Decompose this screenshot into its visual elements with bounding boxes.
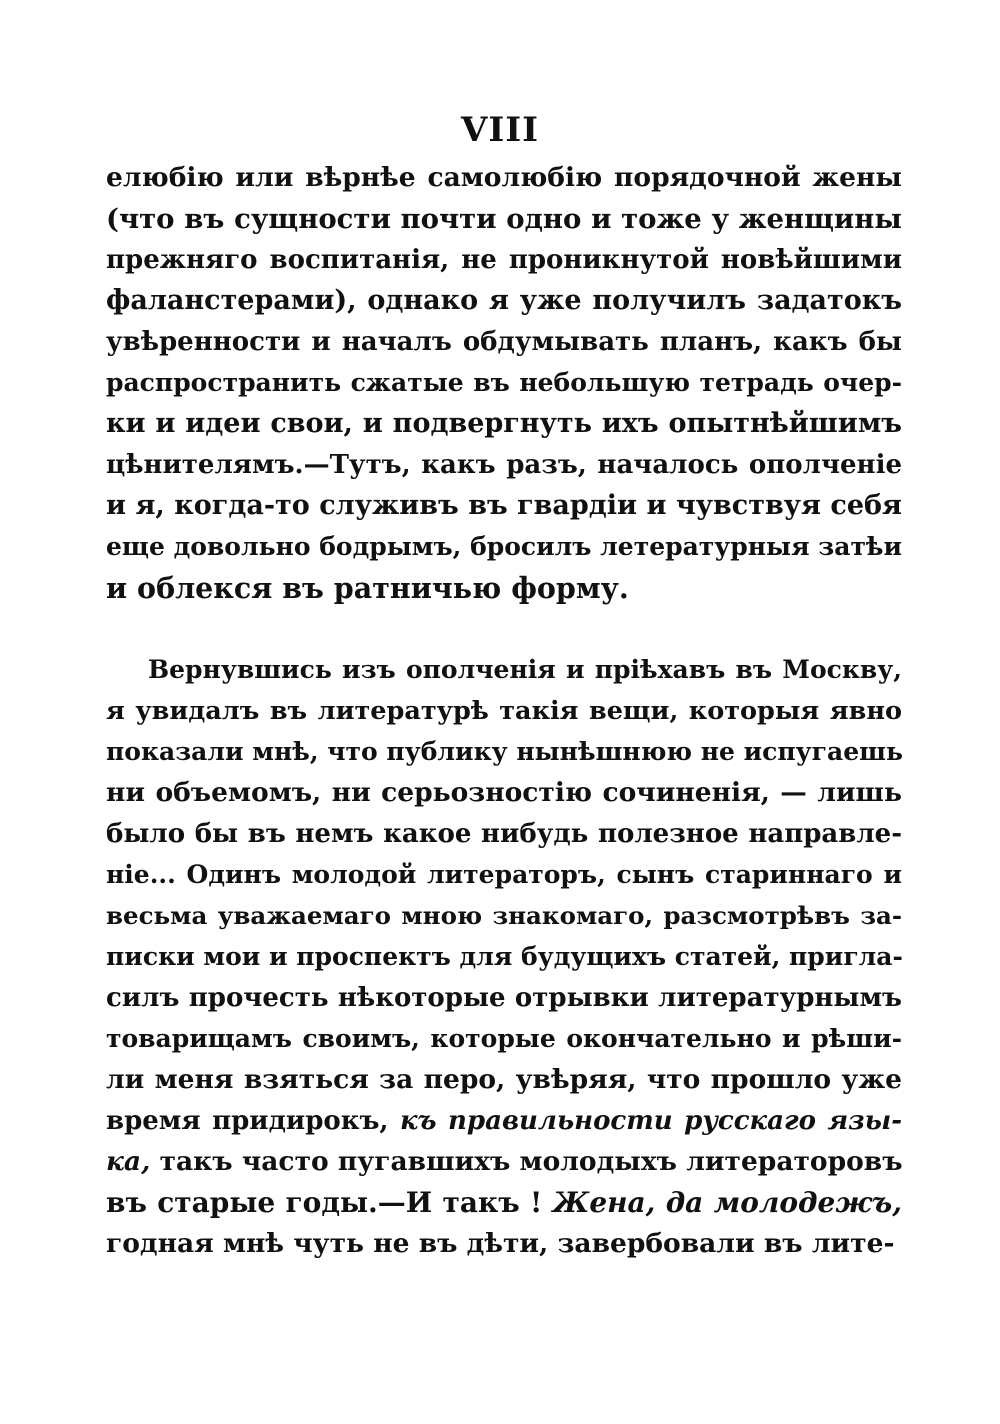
text-line: ки и идеи свои, и подвергнуть ихъ опытнѣйшимъ — [106, 408, 902, 439]
italic-text: Жена, да молодежъ, — [552, 1186, 903, 1219]
text-line: Вернувшись изъ ополченія и пріѣхавъ въ Москву, — [148, 655, 902, 684]
text-line: показали мнѣ, что публику нынѣшнюю не испугаешь — [106, 737, 903, 766]
text-line-mixed — [106, 1183, 902, 1223]
plain-text: время придирокъ, — [106, 1106, 389, 1136]
text-line: ни объемомъ, ни серьозностію сочиненія, — лишь — [106, 777, 902, 808]
italic-text: ка, — [106, 1146, 151, 1177]
text-line: елюбію или вѣрнѣе самолюбію порядочной жены — [106, 162, 902, 193]
text-line: распространить сжатые въ небольшую тетрадь очер- — [106, 368, 902, 397]
text-line: годная мнѣ чуть не въ дѣти, завербовали въ лите- — [106, 1228, 895, 1259]
text-line: и я, когда-то служивъ въ гвардіи и чувствуя себя — [106, 490, 902, 521]
text-line: цѣнителямъ.—Тутъ, какъ разъ, началось ополченіе — [106, 450, 902, 480]
text-line: увѣренности и началъ обдумывать планъ, какъ бы — [106, 327, 902, 357]
page-number: VIII — [460, 110, 540, 150]
italic-text: къ правильности русскаго язы- — [400, 1106, 902, 1136]
text-line: я увидалъ въ литературѣ такія вещи, которыя явно — [106, 696, 902, 726]
text-line: ніе... Одинъ молодой литераторъ, сынъ стариннаго и — [106, 860, 902, 889]
text-line: фаланстерами), однако я уже получилъ задатокъ — [106, 285, 902, 316]
text-line: прежняго воспитанія, не проникнутой новѣйшими — [106, 245, 902, 275]
plain-text: такъ часто пугавшихъ молодыхъ литераторовъ — [159, 1146, 903, 1177]
text-line: (что въ сущности почти одно и тоже у женщины — [106, 203, 902, 235]
text-line-mixed — [106, 1101, 902, 1141]
text-line: писки мои и проспектъ для будущихъ статей, пригла- — [106, 942, 903, 971]
text-line: и облекся въ ратничью форму. — [106, 571, 629, 605]
plain-text: въ старые годы.—И такъ ! — [106, 1186, 543, 1219]
text-line: весьма уважаемаго мною знакомаго, разсмотрѣвъ за- — [106, 901, 902, 930]
text-line: силъ прочесть нѣкоторые отрывки литературнымъ — [106, 983, 902, 1013]
text-line: ли меня взяться за перо, увѣряя, что прошло уже — [106, 1064, 902, 1095]
text-line: было бы въ немъ какое нибудь полезное направле- — [106, 819, 902, 849]
text-line: еще довольно бодрымъ, бросилъ летературныя затѣи — [106, 532, 903, 561]
text-line-mixed — [106, 1142, 902, 1182]
text-line: товарищамъ своимъ, которые окончательно и рѣши- — [106, 1024, 902, 1053]
